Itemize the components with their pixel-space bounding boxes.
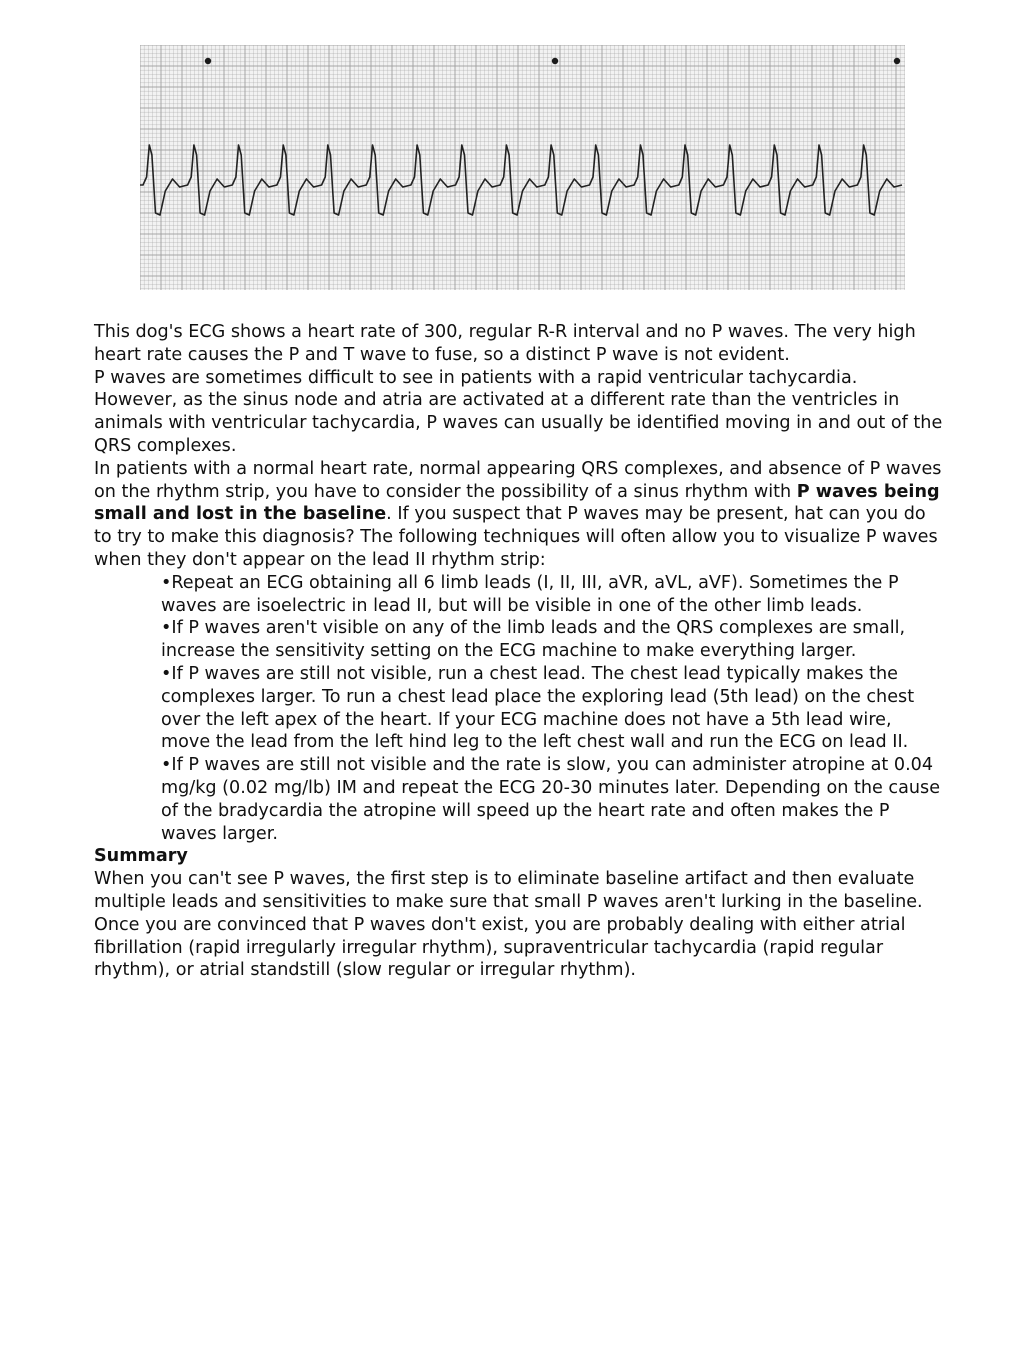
emphasis-text: P waves being small and lost in the baseline (94, 481, 940, 525)
list-item: •Repeat an ECG obtaining all 6 limb leads (I, II, III, aVR, aVL, aVF). Sometimes the P waves are isoelectric in lead II, but will be visible in one of the other limb leads. (161, 572, 899, 616)
ecg-time-markers (205, 58, 900, 64)
paragraph-ecg-description: This dog's ECG shows a heart rate of 300, regular R-R interval and no P waves. The very high heart rate causes the P and T wave to fuse, so a distinct P wave is not evident. (94, 322, 916, 365)
text-segment: In patients with a normal heart rate, normal appearing QRS complexes, and absence of P waves on the rhythm strip, you have to consider the possibility of a sinus rhythm with (94, 458, 942, 502)
paragraph-normal-heart-rate (94, 458, 944, 572)
ecg-strip-svg (140, 45, 905, 290)
summary-heading: Summary (94, 846, 188, 867)
techniques-list (94, 572, 944, 846)
list-item: •If P waves aren't visible on any of the limb leads and the QRS complexes are small, increase the sensitivity setting on the ECG machine to make everything larger. (161, 618, 906, 662)
time-marker-dot (894, 58, 900, 64)
article-body (94, 321, 944, 982)
text-segment: . If you suspect that P waves may be present, hat can you do to try to make this diagnosis? The following techniques will often allow you to visualize P waves when they don't appear on the lead II rhythm strip: (94, 504, 938, 570)
time-marker-dot (552, 58, 558, 64)
ecg-grid (140, 45, 905, 290)
summary-paragraph: When you can't see P waves, the first step is to eliminate baseline artifact and then evaluate multiple leads and sensitivities to make sure that small P waves aren't lurking in the baseline. Once you are convinced that P waves don't exist, you are probably dealing with either atrial fibrillation (rapid irregularly irregular rhythm), supraventricular tachycardia (rapid regular rhythm), or atrial standstill (slow regular or irregular rhythm). (94, 869, 923, 981)
list-item: •If P waves are still not visible, run a chest lead. The chest lead typically makes the complexes larger. To run a chest lead place the exploring lead (5th lead) on the chest over the left apex of the heart. If your ECG machine does not have a 5th lead wire, move the lead from the left hind leg to the left chest wall and run the ECG on lead II. (161, 663, 915, 753)
ecg-rhythm-strip-image (140, 45, 905, 290)
list-item: •If P waves are still not visible and the rate is slow, you can administer atropine at 0.04 mg/kg (0.02 mg/lb) IM and repeat the ECG 20-30 minutes later. Depending on the cause of the bradycardia the atropine will speed up the heart rate and often makes the P waves larger. (161, 755, 941, 844)
paragraph-ventricular-tachycardia: P waves are sometimes difficult to see in patients with a rapid ventricular tachycardia. However, as the sinus node and atria are activated at a different rate than the ventricles in animals with ventricular tachycardia, P waves can usually be identified moving in and out of the QRS complexes. (94, 367, 943, 456)
time-marker-dot (205, 58, 211, 64)
